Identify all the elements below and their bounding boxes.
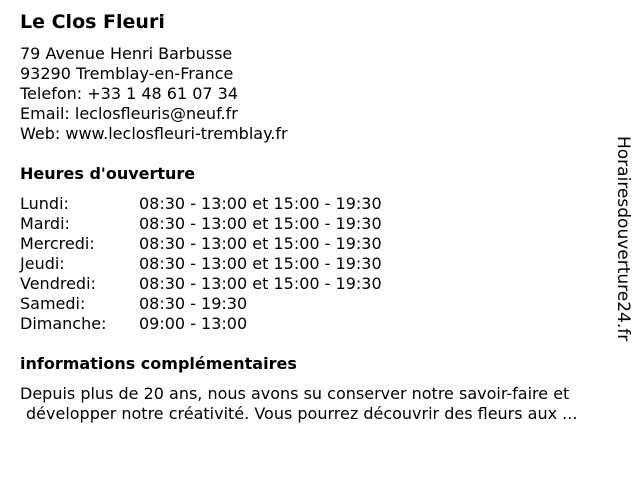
day-hours: 08:30 - 13:00 et 15:00 - 19:30	[139, 274, 382, 293]
day-hours: 08:30 - 13:00 et 15:00 - 19:30	[139, 214, 382, 233]
day-label: Mercredi:	[20, 234, 95, 253]
day-label: Samedi:	[20, 294, 86, 313]
day-label: Dimanche:	[20, 314, 107, 333]
day-hours: 08:30 - 13:00 et 15:00 - 19:30	[139, 234, 382, 253]
day-label: Jeudi:	[20, 254, 65, 273]
day-hours: 08:30 - 13:00 et 15:00 - 19:30	[139, 254, 382, 273]
phone-number: Telefon: +33 1 48 61 07 34	[20, 84, 239, 103]
business-name: Le Clos Fleuri	[20, 11, 165, 33]
city-address: 93290 Tremblay-en-France	[20, 64, 234, 83]
day-label: Lundi:	[20, 194, 69, 213]
day-hours: 09:00 - 13:00	[139, 314, 248, 333]
description-line: Depuis plus de 20 ans, nous avons su conserver notre savoir-faire et	[20, 384, 570, 403]
opening-hours-heading: Heures d'ouverture	[20, 164, 196, 183]
additional-info-heading: informations complémentaires	[20, 354, 297, 373]
street-address: 79 Avenue Henri Barbusse	[20, 44, 233, 63]
site-watermark: Horairesdouverture24.fr	[613, 136, 633, 342]
business-description	[20, 384, 620, 424]
email-address: Email: leclosfleuris@neuf.fr	[20, 104, 238, 123]
website-address: Web: www.leclosfleuri-tremblay.fr	[20, 124, 288, 143]
day-hours: 08:30 - 13:00 et 15:00 - 19:30	[139, 194, 382, 213]
description-line: développer notre créativité. Vous pourrez découvrir des fleurs aux ...	[26, 404, 578, 423]
day-label: Vendredi:	[20, 274, 96, 293]
day-label: Mardi:	[20, 214, 70, 233]
day-hours: 08:30 - 19:30	[139, 294, 248, 313]
address-block	[20, 44, 288, 144]
